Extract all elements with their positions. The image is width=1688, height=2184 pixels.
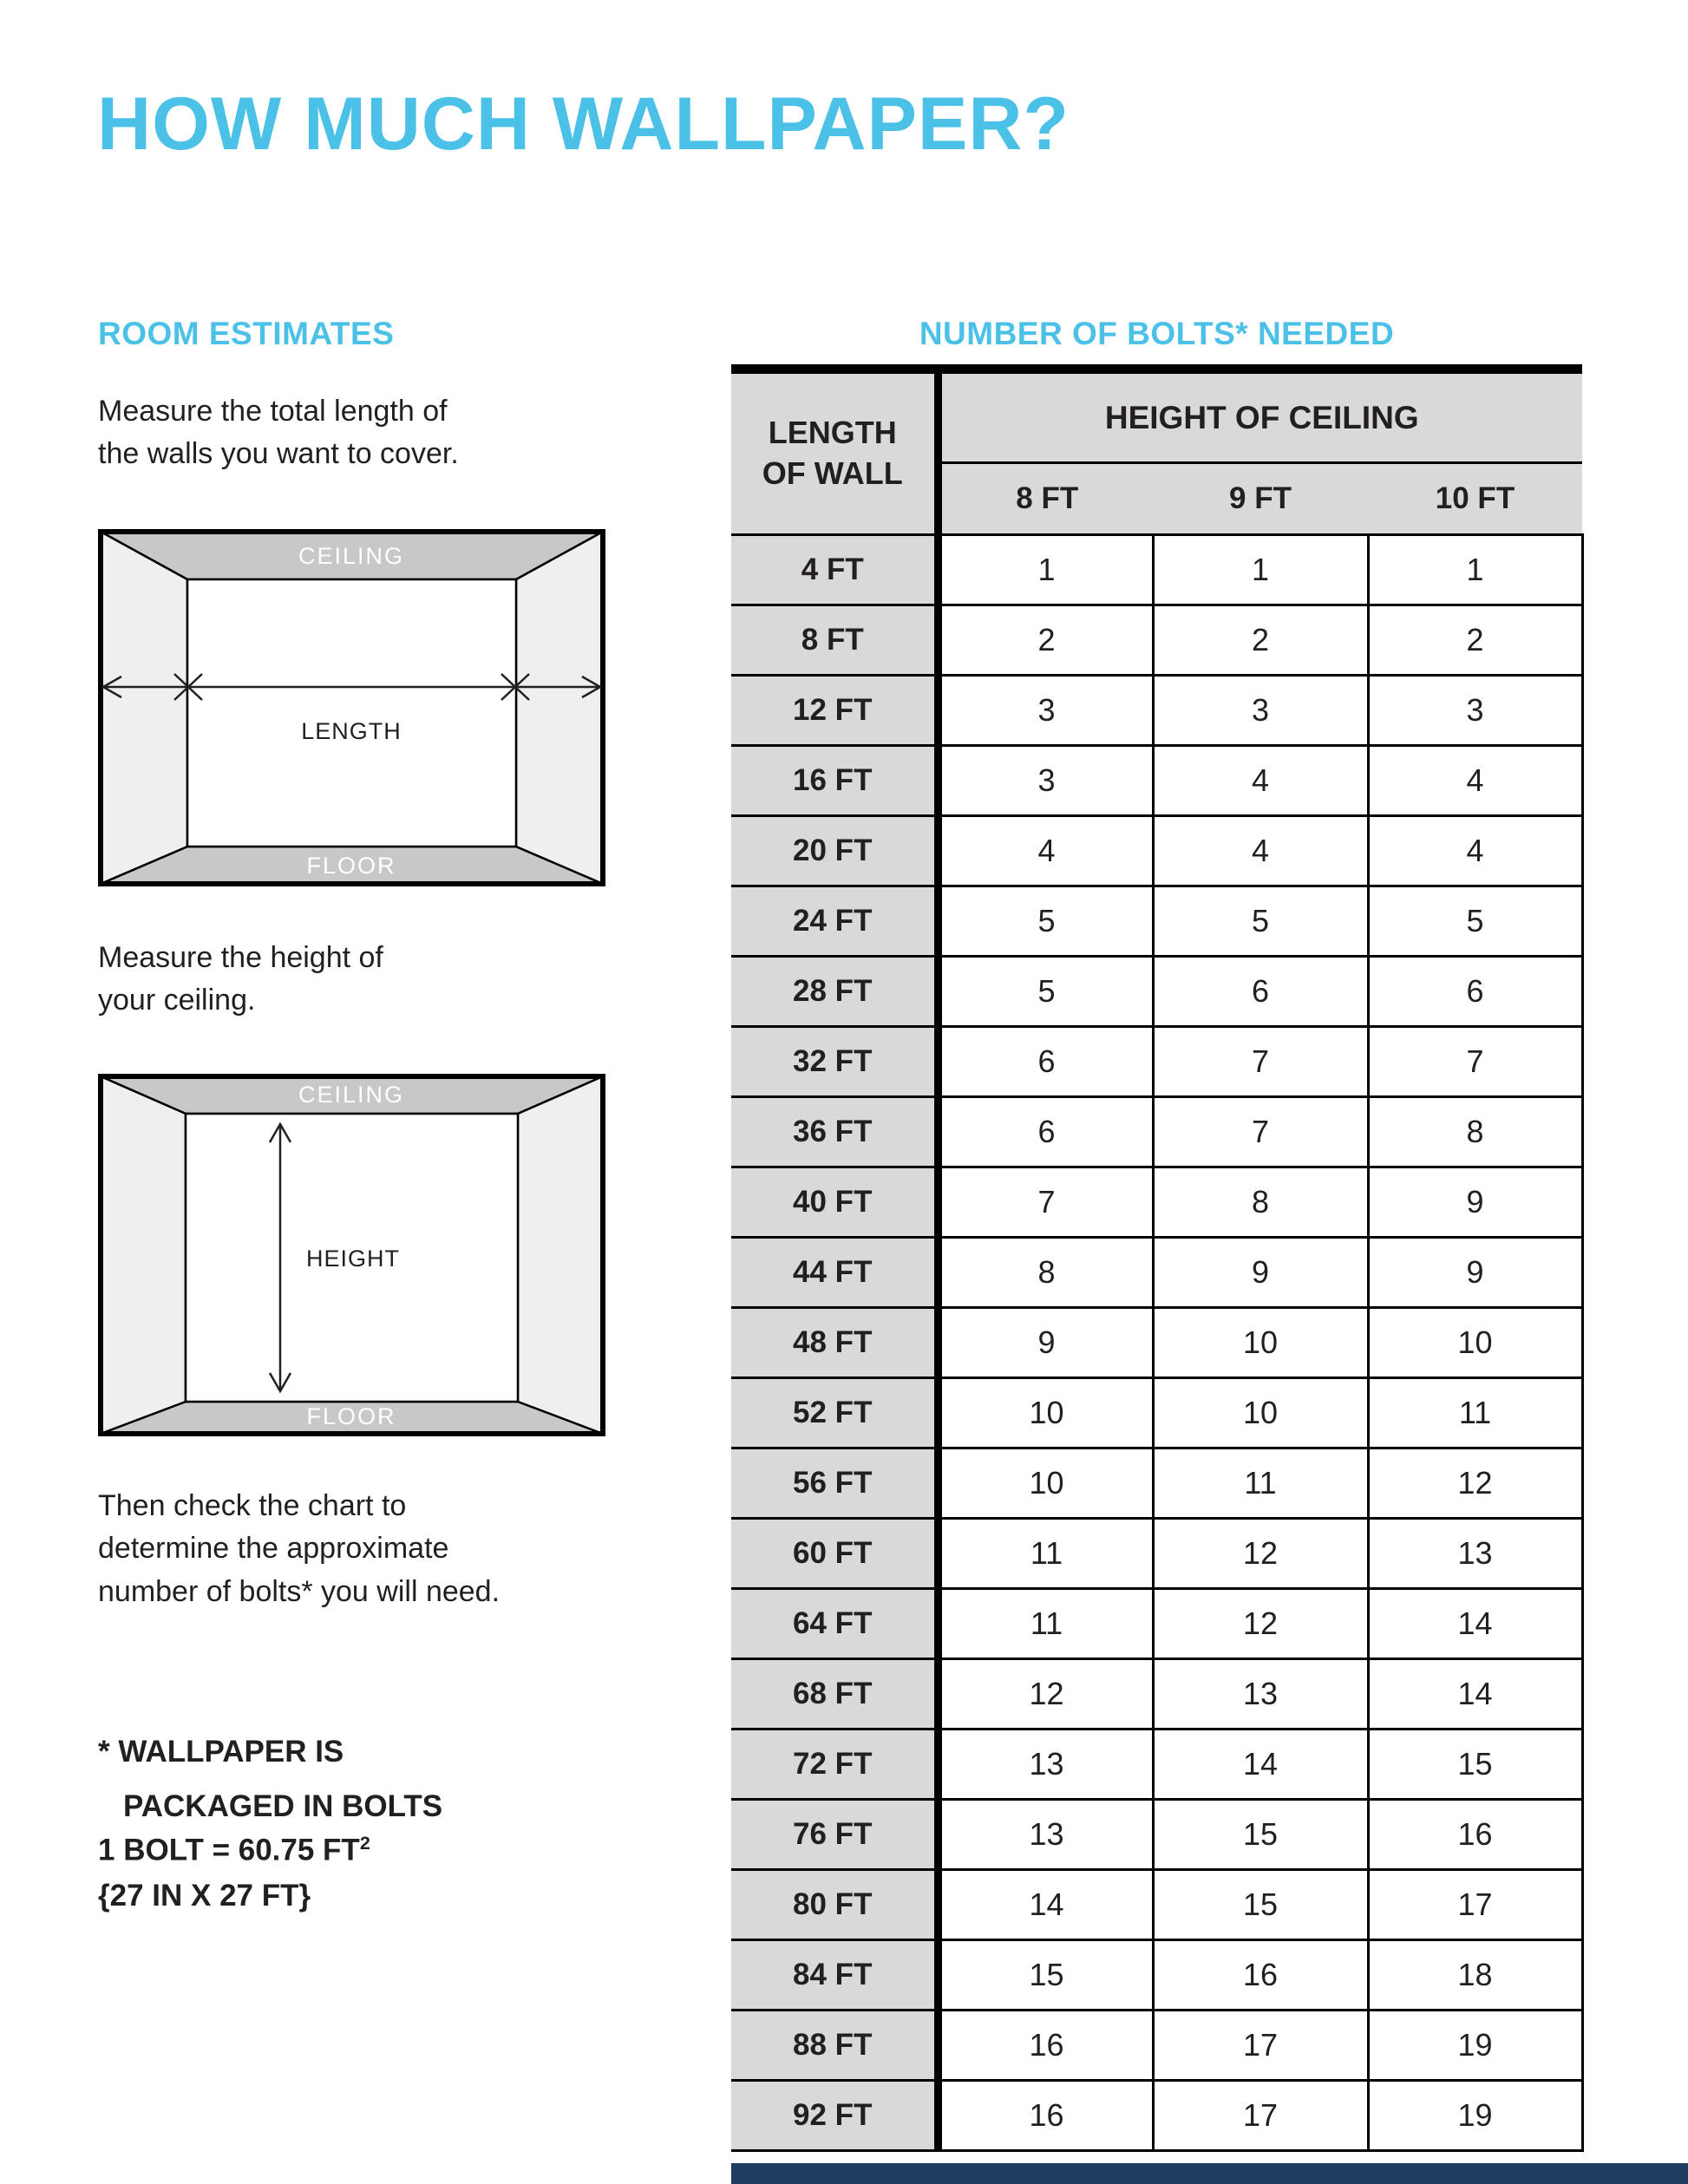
row-label: 32 FT [731, 1027, 938, 1097]
cell-9ft: 6 [1153, 957, 1368, 1027]
table-row [731, 1238, 1582, 1308]
cell-9ft: 9 [1153, 1238, 1368, 1308]
cell-9ft: 13 [1153, 1659, 1368, 1730]
text-line: your ceiling. [98, 984, 256, 1017]
row-label: 60 FT [731, 1519, 938, 1589]
table-row [731, 816, 1582, 886]
row-label: 92 FT [731, 2081, 938, 2151]
cell-8ft: 13 [938, 1730, 1153, 1800]
row-label: 12 FT [731, 676, 938, 746]
length-label: LENGTH [301, 718, 402, 744]
text-line: determine the approximate [98, 1532, 449, 1566]
cell-10ft: 3 [1368, 676, 1582, 746]
cell-10ft: 10 [1368, 1308, 1582, 1378]
row-label: 20 FT [731, 816, 938, 886]
cell-8ft: 10 [938, 1448, 1153, 1519]
row-label: 84 FT [731, 1940, 938, 2011]
row-label: 28 FT [731, 957, 938, 1027]
length-of-wall-header [731, 369, 938, 535]
cell-10ft: 16 [1368, 1800, 1582, 1870]
table-row [731, 1097, 1582, 1167]
table-header [731, 369, 1582, 535]
row-label: 40 FT [731, 1167, 938, 1238]
text-line: Measure the total length of [98, 395, 448, 428]
footer-accent-bar [731, 2163, 1688, 2184]
table-row [731, 676, 1582, 746]
height-of-ceiling-header: HEIGHT OF CEILING [938, 369, 1582, 463]
left-wall-panel [101, 532, 187, 884]
row-label: 68 FT [731, 1659, 938, 1730]
cell-10ft: 19 [1368, 2011, 1582, 2081]
row-label: 72 FT [731, 1730, 938, 1800]
cell-10ft: 9 [1368, 1238, 1582, 1308]
cell-10ft: 17 [1368, 1870, 1582, 1940]
cell-8ft: 1 [938, 535, 1153, 605]
cell-10ft: 1 [1368, 535, 1582, 605]
cell-8ft: 8 [938, 1238, 1153, 1308]
bolt-formula [98, 1832, 370, 1868]
row-label: 44 FT [731, 1238, 938, 1308]
cell-10ft: 7 [1368, 1027, 1582, 1097]
text-line: PACKAGED IN BOLTS [123, 1789, 443, 1823]
cell-8ft: 5 [938, 886, 1153, 957]
bolt-formula-exponent: 2 [359, 1832, 370, 1854]
cell-10ft: 13 [1368, 1519, 1582, 1589]
cell-9ft: 16 [1153, 1940, 1368, 2011]
right-wall-panel [516, 532, 603, 884]
cell-9ft: 11 [1153, 1448, 1368, 1519]
room-length-diagram [98, 529, 605, 886]
cell-8ft: 16 [938, 2011, 1153, 2081]
cell-9ft: 4 [1153, 746, 1368, 816]
table-body [731, 535, 1582, 2151]
cell-10ft: 4 [1368, 816, 1582, 886]
cell-8ft: 3 [938, 676, 1153, 746]
bolt-dimensions: {27 IN X 27 FT} [98, 1879, 311, 1913]
table-row [731, 535, 1582, 605]
row-label: 36 FT [731, 1097, 938, 1167]
row-label: 80 FT [731, 1870, 938, 1940]
cell-9ft: 17 [1153, 2081, 1368, 2151]
back-wall-panel [187, 579, 516, 847]
table-row [731, 1167, 1582, 1238]
table-row [731, 1378, 1582, 1448]
cell-9ft: 14 [1153, 1730, 1368, 1800]
table-row [731, 1448, 1582, 1519]
row-label: 8 FT [731, 605, 938, 676]
cell-10ft: 8 [1368, 1097, 1582, 1167]
text-line: Measure the height of [98, 941, 383, 974]
bolts-footnote [98, 1724, 442, 1834]
floor-label: FLOOR [306, 1403, 396, 1429]
cell-8ft: 11 [938, 1519, 1153, 1589]
cell-9ft: 17 [1153, 2011, 1368, 2081]
height-label: HEIGHT [306, 1246, 401, 1272]
bolts-needed-heading: NUMBER OF BOLTS* NEEDED [919, 316, 1395, 351]
page-title: HOW MUCH WALLPAPER? [97, 82, 1070, 166]
cell-10ft: 18 [1368, 1940, 1582, 2011]
col-header-9ft: 9 FT [1153, 463, 1368, 535]
cell-10ft: 15 [1368, 1730, 1582, 1800]
floor-label: FLOOR [306, 853, 396, 879]
text-line: number of bolts* you will need. [98, 1574, 501, 1608]
table-row [731, 1800, 1582, 1870]
table-row [731, 1308, 1582, 1378]
instruction-measure-height [98, 937, 383, 1023]
cell-9ft: 8 [1153, 1167, 1368, 1238]
row-label: 48 FT [731, 1308, 938, 1378]
cell-8ft: 11 [938, 1589, 1153, 1659]
cell-9ft: 4 [1153, 816, 1368, 886]
row-label: 52 FT [731, 1378, 938, 1448]
cell-8ft: 6 [938, 1027, 1153, 1097]
row-label: 64 FT [731, 1589, 938, 1659]
table-header-row-group [731, 369, 1582, 463]
row-label: 24 FT [731, 886, 938, 957]
table-row [731, 1519, 1582, 1589]
cell-10ft: 2 [1368, 605, 1582, 676]
cell-8ft: 15 [938, 1940, 1153, 2011]
table-row [731, 957, 1582, 1027]
cell-10ft: 4 [1368, 746, 1582, 816]
cell-8ft: 4 [938, 816, 1153, 886]
right-wall-panel [518, 1076, 603, 1434]
row-label: 4 FT [731, 535, 938, 605]
text-line: * WALLPAPER IS [98, 1735, 344, 1769]
cell-10ft: 5 [1368, 886, 1582, 957]
cell-10ft: 6 [1368, 957, 1582, 1027]
cell-9ft: 5 [1153, 886, 1368, 957]
cell-8ft: 7 [938, 1167, 1153, 1238]
cell-8ft: 9 [938, 1308, 1153, 1378]
cell-9ft: 2 [1153, 605, 1368, 676]
cell-10ft: 9 [1368, 1167, 1582, 1238]
col-header-10ft: 10 FT [1368, 463, 1582, 535]
bolt-formula-text: 1 BOLT = 60.75 FT [98, 1833, 360, 1867]
cell-10ft: 19 [1368, 2081, 1582, 2151]
cell-8ft: 16 [938, 2081, 1153, 2151]
cell-8ft: 3 [938, 746, 1153, 816]
table-row [731, 605, 1582, 676]
bolts-needed-table [731, 364, 1584, 2152]
col-header-8ft: 8 FT [938, 463, 1153, 535]
cell-10ft: 11 [1368, 1378, 1582, 1448]
table-row [731, 1870, 1582, 1940]
cell-8ft: 14 [938, 1870, 1153, 1940]
cell-8ft: 10 [938, 1378, 1153, 1448]
table-row [731, 1940, 1582, 2011]
table-row [731, 1589, 1582, 1659]
cell-9ft: 7 [1153, 1097, 1368, 1167]
cell-9ft: 12 [1153, 1589, 1368, 1659]
row-label: 56 FT [731, 1448, 938, 1519]
cell-10ft: 14 [1368, 1589, 1582, 1659]
text-line: the walls you want to cover. [98, 437, 459, 471]
cell-8ft: 2 [938, 605, 1153, 676]
cell-9ft: 1 [1153, 535, 1368, 605]
ceiling-label: CEILING [298, 1082, 405, 1108]
cell-9ft: 15 [1153, 1870, 1368, 1940]
table-row [731, 2011, 1582, 2081]
cell-10ft: 14 [1368, 1659, 1582, 1730]
cell-9ft: 15 [1153, 1800, 1368, 1870]
row-label: 88 FT [731, 2011, 938, 2081]
cell-8ft: 6 [938, 1097, 1153, 1167]
cell-9ft: 7 [1153, 1027, 1368, 1097]
table-row [731, 746, 1582, 816]
table-row [731, 1659, 1582, 1730]
room-estimates-heading: ROOM ESTIMATES [98, 316, 395, 351]
corner-label-line: LENGTH [768, 415, 897, 451]
cell-9ft: 10 [1153, 1378, 1368, 1448]
corner-label-line: OF WALL [762, 455, 903, 491]
cell-8ft: 13 [938, 1800, 1153, 1870]
cell-8ft: 12 [938, 1659, 1153, 1730]
instruction-check-chart [98, 1485, 500, 1613]
cell-9ft: 12 [1153, 1519, 1368, 1589]
text-line: Then check the chart to [98, 1489, 407, 1522]
cell-10ft: 12 [1368, 1448, 1582, 1519]
row-label: 16 FT [731, 746, 938, 816]
ceiling-height-diagram [98, 1074, 605, 1436]
row-label: 76 FT [731, 1800, 938, 1870]
cell-9ft: 10 [1153, 1308, 1368, 1378]
table-row [731, 2081, 1582, 2151]
table-row [731, 1730, 1582, 1800]
left-wall-panel [101, 1076, 186, 1434]
instruction-measure-length [98, 390, 459, 476]
table-row [731, 886, 1582, 957]
ceiling-label: CEILING [298, 543, 405, 569]
cell-9ft: 3 [1153, 676, 1368, 746]
table-row [731, 1027, 1582, 1097]
cell-8ft: 5 [938, 957, 1153, 1027]
